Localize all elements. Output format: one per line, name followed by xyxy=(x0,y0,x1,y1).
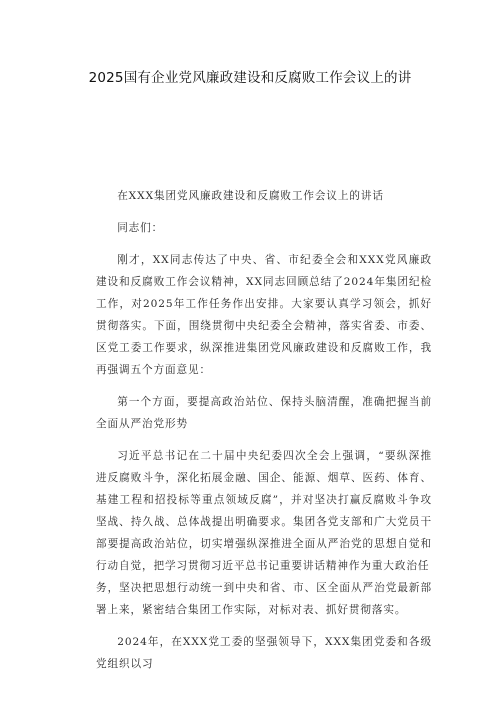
paragraph-intro: 刚才，XX同志传达了中央、省、市纪委全会和XXX党风廉政建设和反腐败工作会议精神，XX同志回顾总结了2024年集团纪检工作，对2025年工作任务作出安排。大家要认真学习领会，抓好贯彻落实。下面，围绕贯彻中央纪委全会精神，落实省委、市委、区党工委工作要求，纵深推进集团党风廉政建设和反腐败工作，我再强调五个方面意见： xyxy=(96,254,432,376)
section-heading-1: 第一个方面，要提高政治站位、保持头脑清醒，准确把握当前全面从严治党形势 xyxy=(96,396,432,430)
salutation: 同志们： xyxy=(117,222,164,234)
paragraph-section-1: 习近平总书记在二十届中央纪委四次全会上强调，“要纵深推进反腐败斗争，深化拓展金融、国企、能源、烟草、医药、体育、基建工程和招投标等重点领域反腐”，并对坚决打赢反腐败斗争攻坚战、持久战、总体战提出明确要求。集团各党支部和广大党员干部要提高政治站位，切实增强纵深推进全面从严治党的思想自觉和行动自觉，把学习贯彻习近平总书记重要讲话精神作为重大政治任 xyxy=(96,450,432,572)
speech-heading: 在XXX集团党风廉政建设和反腐败工作会议上的讲话 xyxy=(117,190,384,202)
paragraph-section-1-continued: 务，坚决把思想行动统一到中央和省、市、区全面从严治党最新部署上来，紧密结合集团工作实际，对标对表、抓好贯彻落实。 xyxy=(96,582,432,616)
paragraph-2024-review: 2024年，在XXX党工委的坚强领导下，XXX集团党委和各级党组织以习 xyxy=(96,636,432,670)
document-title: 2025国有企业党风廉政建设和反腐败工作会议上的讲 xyxy=(88,70,412,86)
document-body xyxy=(96,185,432,685)
